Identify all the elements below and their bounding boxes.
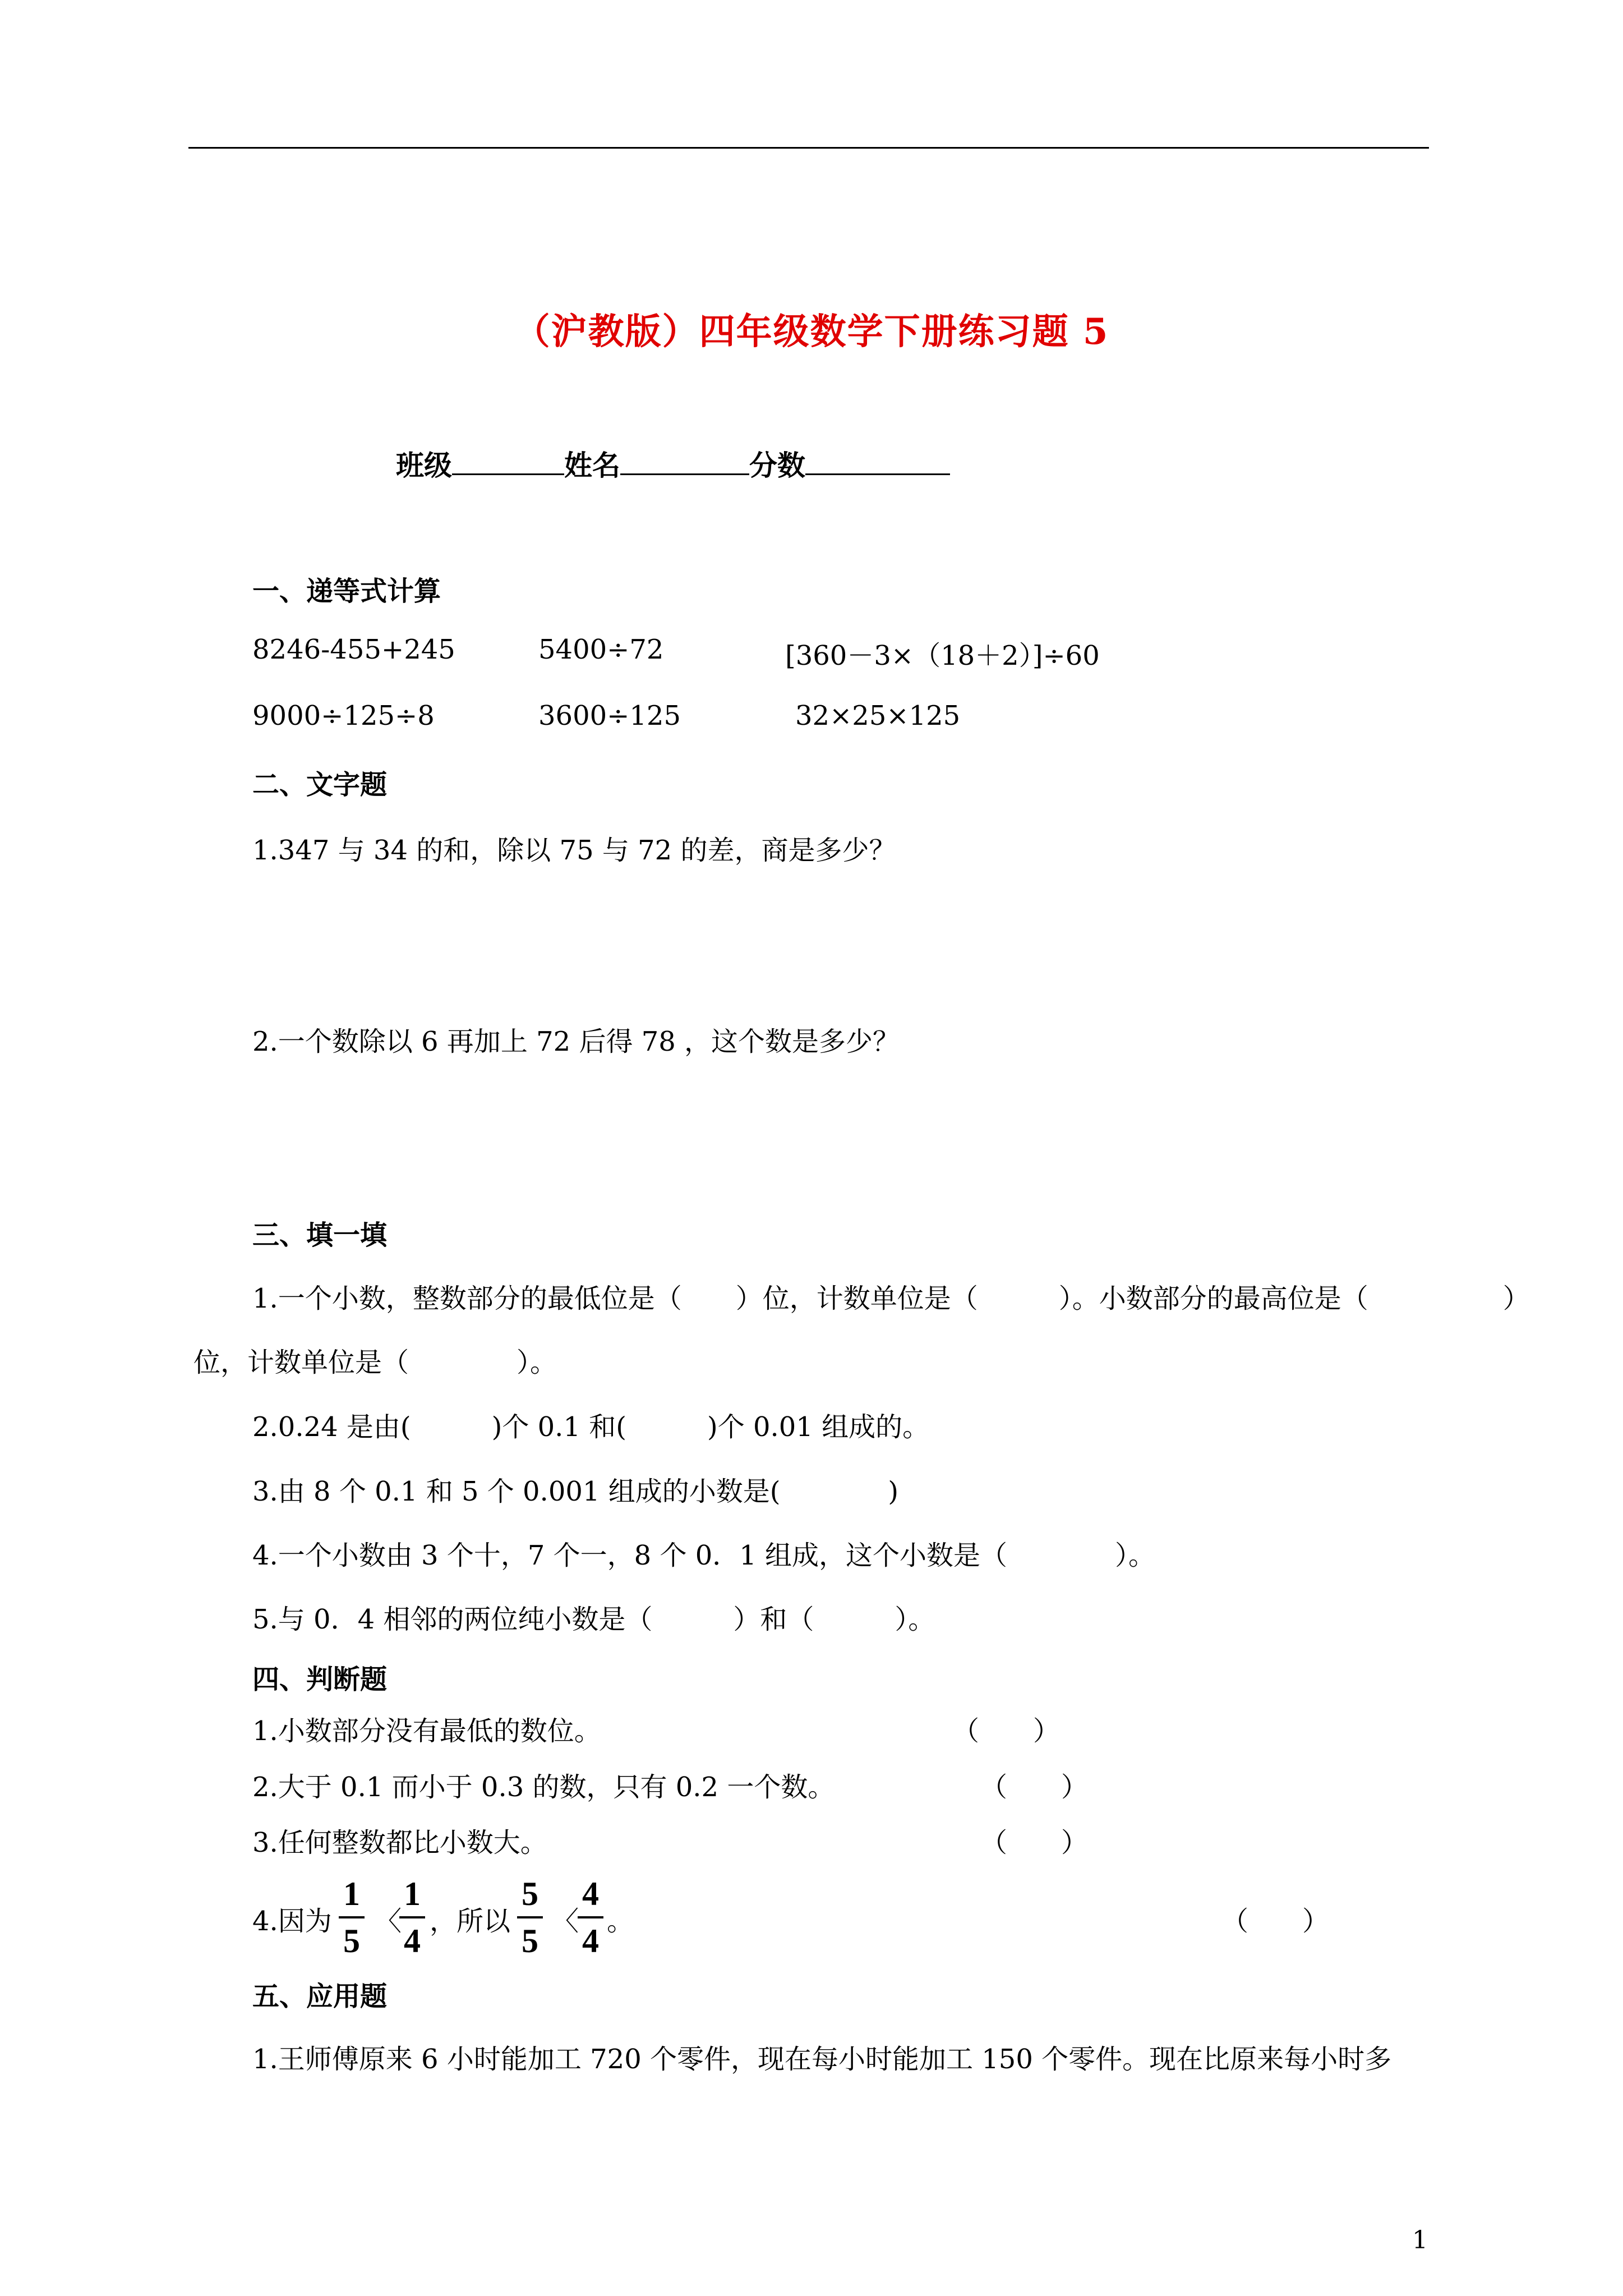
fraction-bar bbox=[399, 1916, 425, 1918]
fraction-denominator: 5 bbox=[343, 1922, 360, 1959]
section-1-heading: 一、递等式计算 bbox=[252, 576, 441, 607]
judge-q3-paren: （ ） bbox=[980, 1827, 1089, 1858]
judge-q4-so: ，所以 bbox=[430, 1906, 511, 1937]
page-title: （沪教版）四年级数学下册练习题 5 bbox=[514, 311, 1109, 353]
fraction-5-5 bbox=[517, 1874, 543, 1961]
section-2-heading: 二、文字题 bbox=[252, 769, 388, 800]
judge-q4-end: 。 bbox=[607, 1906, 634, 1937]
score-label: 分数 bbox=[749, 449, 805, 482]
judge-q1-paren: （ ） bbox=[952, 1715, 1061, 1747]
name-blank[interactable] bbox=[620, 448, 749, 475]
judge-q3: 3.任何整数都比小数大。 bbox=[252, 1827, 547, 1858]
page-number: 1 bbox=[1412, 2226, 1428, 2254]
judge-q4-prefix: 4.因为 bbox=[252, 1906, 332, 1937]
fraction-1-5 bbox=[339, 1874, 365, 1961]
score-blank[interactable] bbox=[805, 448, 950, 475]
application-q1: 1.王师傅原来 6 小时能加工 720 个零件，现在每小时能加工 150 个零件。现在比原来每小时多 bbox=[252, 2044, 1392, 2075]
less-than-sign: 〈 bbox=[552, 1906, 579, 1937]
section-5-heading: 五、应用题 bbox=[252, 1981, 388, 2012]
calc-1-2: 5400÷72 bbox=[538, 634, 664, 665]
fraction-numerator: 1 bbox=[343, 1875, 360, 1912]
section-4-heading: 四、判断题 bbox=[252, 1664, 388, 1695]
fraction-bar bbox=[578, 1916, 603, 1918]
less-than-sign: 〈 bbox=[375, 1906, 402, 1937]
word-problem-1: 1.347 与 34 的和，除以 75 与 72 的差，商是多少？ bbox=[252, 835, 896, 866]
fraction-bar bbox=[517, 1916, 543, 1918]
section-3-heading: 三、填一填 bbox=[252, 1220, 388, 1251]
calc-1-3: [360－3×（18＋2）]÷60 bbox=[785, 640, 1100, 671]
fill-q4: 4.一个小数由 3 个十，7 个一，8 个 0．1 组成，这个小数是（ ）。 bbox=[252, 1540, 1156, 1571]
fraction-numerator: 1 bbox=[404, 1875, 421, 1912]
word-problem-2: 2.一个数除以 6 再加上 72 后得 78 ，这个数是多少？ bbox=[252, 1026, 900, 1057]
judge-q2: 2.大于 0.1 而小于 0.3 的数，只有 0.2 一个数。 bbox=[252, 1772, 835, 1803]
judge-q1: 1.小数部分没有最低的数位。 bbox=[252, 1715, 601, 1747]
judge-q2-paren: （ ） bbox=[980, 1772, 1089, 1803]
calc-2-2: 3600÷125 bbox=[538, 700, 681, 731]
fill-q1-line1: 1.一个小数，整数部分的最低位是（ ）位，计数单位是（ ）。小数部分的最高位是（ ） bbox=[252, 1283, 1530, 1314]
fraction-denominator: 4 bbox=[404, 1922, 421, 1959]
judge-q4-paren: （ ） bbox=[1221, 1906, 1330, 1937]
student-info-line bbox=[396, 443, 950, 484]
fill-q1-line2: 位，计数单位是（ ）。 bbox=[193, 1347, 557, 1378]
header-rule bbox=[188, 147, 1429, 149]
calc-2-1: 9000÷125÷8 bbox=[252, 700, 435, 731]
fill-q3: 3.由 8 个 0.1 和 5 个 0.001 组成的小数是( ) bbox=[252, 1476, 899, 1507]
class-blank[interactable] bbox=[452, 448, 564, 475]
fill-q2: 2.0.24 是由( )个 0.1 和( )个 0.01 组成的。 bbox=[252, 1411, 930, 1443]
calc-1-1: 8246-455+245 bbox=[252, 634, 455, 665]
fraction-numerator: 4 bbox=[582, 1875, 599, 1912]
class-label: 班级 bbox=[396, 449, 452, 482]
fraction-bar bbox=[339, 1916, 365, 1918]
name-label: 姓名 bbox=[564, 449, 620, 482]
calc-2-3: 32×25×125 bbox=[795, 700, 961, 731]
fraction-1-4 bbox=[399, 1874, 425, 1961]
fraction-numerator: 5 bbox=[522, 1875, 538, 1912]
fraction-denominator: 5 bbox=[522, 1922, 538, 1959]
fill-q5: 5.与 0．4 相邻的两位纯小数是（ ）和（ ）。 bbox=[252, 1604, 935, 1635]
fraction-4-4 bbox=[578, 1874, 603, 1961]
fraction-denominator: 4 bbox=[582, 1922, 599, 1959]
